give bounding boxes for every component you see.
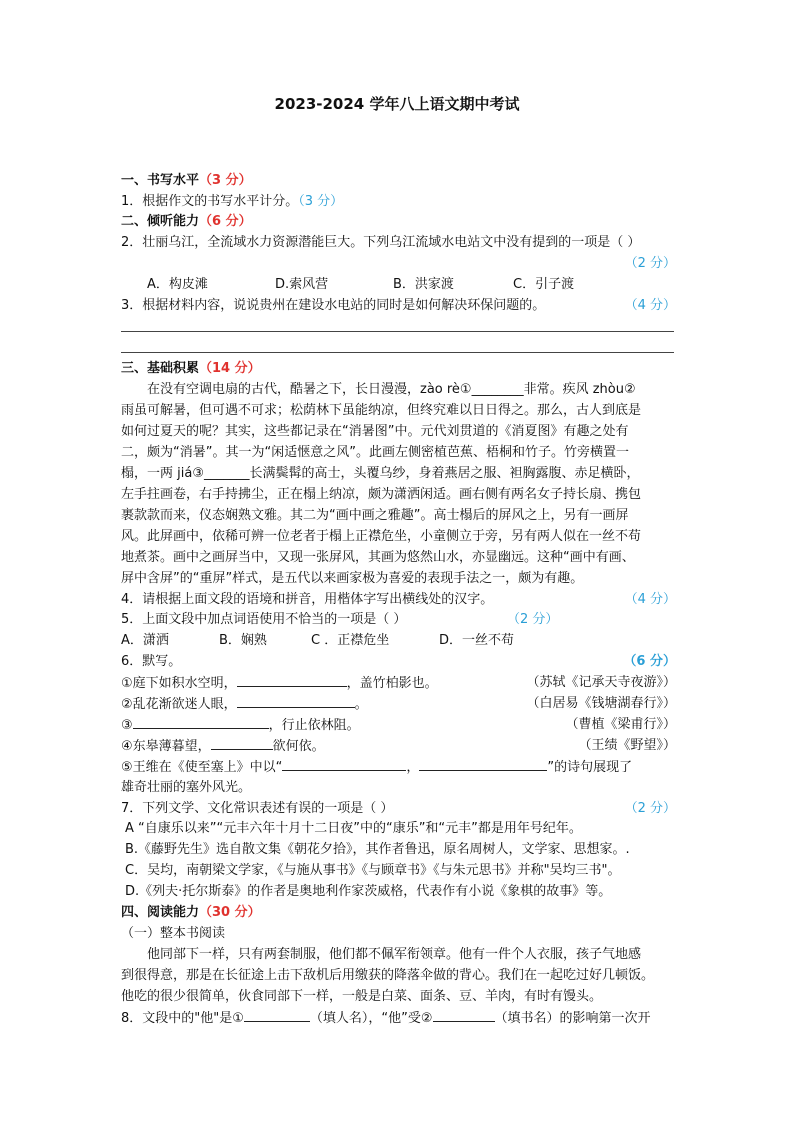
option-c[interactable]: C．吴均，南朝梁文学家，《与施从事书》《与顾章书》《与朱元思书》并称"吴均三书"。 (125, 863, 621, 878)
option-c[interactable]: C．引子渡 (513, 277, 575, 292)
option-a[interactable]: A．构皮滩 (147, 277, 208, 292)
fill-blank[interactable] (237, 672, 347, 687)
exam-page: 2023-2024 学年八上语文期中考试 一、书写水平（3 分） 1．根据作文的书写水平计分。（3 分） 二、倾听能力（6 分） 2．壮丽乌江，全流域水力资源潜能巨大。下列乌江流域水电站文中没有提到的一项是（ ） （2 分） A．构皮滩 D.索风营 B．洪家渡 C．引子渡 3．根据材料内容，说说贵州在建设水电站的同时是如何解决环保问题的。 （4 分） 三、基础积累（14 分） 在没有空调电扇的古代，酷暑之下，长日漫漫，zào rè①________非常。疾风 zhòu② 雨虽可解暑，但可遇不可求；松荫林下虽能纳凉，但终究难以日日得之。那么，古人到底是 如何过夏天的呢？其实，这些都记录在“消暑图”中。元代刘贯道的《消夏图》有趣之处有 二，颇为“消暑”。其一为“闲适惬意之风”。此画左侧密植芭蕉、梧桐和竹子。竹旁横置一 榻，一两 jiá③_______长满鬓髯的高士，头覆乌纱，身着燕居之服、袒胸露腹、赤足横卧， 左手拄画卷，右手持拂尘，正在榻上纳凉，颇为潇洒闲适。画右侧有两名女子持长扇、携包 裹款款而来，仪态娴熟文雅。其二为“画中画之雅趣”。高士榻后的屏风之上，另有一画屏 风。此屏画中，依稀可辨一位老者于榻上正襟危坐，小童侧立于旁，另有两人似在一丝不苟 地煮茶。画中之画屏当中，又现一张屏风，其画为悠然山水，亦显幽远。这种“画中有画、 屏中含屏”的“重屏”样式，是五代以来画家极为喜爱的表现手法之一，颇为有趣。 4．请根据上面文段的语境和拼音，用楷体字写出横线处的汉字。 （4 分） 5．上面文段中加点词语使用不恰当的一项是（ ） （2 分） A．潇洒 B．娴熟 C ．正襟危坐 D．一丝不苟 6．默写。 （6 分） ①庭下如积水空明， ，盖竹柏影也。 （苏轼《记承天寺夜游》） ②乱花渐欲迷人眼， 。 （白居易《钱塘湖春行》） ③ ，行止依林阻。 （曹植《梁甫行》） ④东皋薄暮望， 欲何依。 （王绩《野望》） ⑤王维在《使至塞上》中以“ ， ”的诗句展现了 雄奇壮丽的塞外风光。 7．下列文学、文化常识表述有误的一项是（ ） （2 分） A “自康乐以来”“元丰六年十月十二日夜”中的“康乐”和“元丰”都是用年号纪年。 B.《藤野先生》选自散文集《朝花夕拾》，其作者鲁迅，原名周树人，文学家、思想家。. C．吴均，南朝梁文学家，《与施从事书》《与顾章书》《与朱元思书》并称"吴均三书"。 D.《列夫·托尔斯泰》的作者是奥地利作家茨威格，代表作有小说《象棋的故事》等。 四、阅读能力（30 分） （一）整本书阅读 他同部下一样，只有两套制服，他们都不佩军衔领章。他有一件个人衣服，孩子气地感 到很得意，那是在长征途上击下敌机后用缴获的降落伞做的背心。我们在一起吃过好几顿饭。 他吃的很少很简单，伙食同部下一样，一般是白菜、面条、豆、羊肉，有时有馒头。 8．文段中的"他"是① （填人名），“他”受② （填书名）的影响第一次开 (0, 0, 794, 1123)
question-4: 4．请根据上面文段的语境和拼音，用楷体字写出横线处的汉字。 （4 分） (121, 592, 676, 607)
section-2-heading: 二、倾听能力（6 分） (121, 214, 252, 229)
question-3: 3．根据材料内容，说说贵州在建设水电站的同时是如何解决环保问题的。 （4 分） (121, 298, 676, 313)
option-a[interactable]: A．潇洒 (121, 633, 169, 648)
passage-line: 屏中含屏”的“重屏”样式，是五代以来画家极为喜爱的表现手法之一，颇为有趣。 (121, 571, 584, 586)
recite-item-2: ②乱花渐欲迷人眼， 。 （白居易《钱塘湖春行》） (121, 693, 676, 715)
option-c[interactable]: C ．正襟危坐 (311, 633, 390, 648)
passage-line: 地煮茶。画中之画屏当中，又现一张屏风，其画为悠然山水，亦显幽远。这种“画中有画、 (121, 550, 635, 565)
option-d[interactable]: D.索风营 (275, 277, 329, 292)
fill-blank[interactable] (244, 1007, 310, 1022)
answer-line-2[interactable] (121, 352, 674, 353)
fill-blank[interactable] (433, 1007, 495, 1022)
section-4-heading: 四、阅读能力（30 分） (121, 905, 261, 920)
recite-item-3: ③ ，行止依林阻。 （曹植《梁甫行》） (121, 714, 676, 736)
passage-line: 风。此屏画中，依稀可辨一位老者于榻上正襟危坐，小童侧立于旁，另有两人似在一丝不苟 (121, 529, 642, 544)
passage-line: 如何过夏天的呢？其实，这些都记录在“消暑图”中。元代刘贯道的《消夏图》有趣之处有 (121, 424, 629, 439)
passage2-line: 他同部下一样，只有两套制服，他们都不佩军衔领章。他有一件个人衣服，孩子气地感 (147, 947, 642, 962)
recite-item-1: ①庭下如积水空明， ，盖竹柏影也。 （苏轼《记承天寺夜游》） (121, 672, 676, 694)
fill-blank[interactable] (282, 756, 406, 771)
page-title: 2023-2024 学年八上语文期中考试 (274, 95, 520, 113)
fill-blank[interactable] (419, 756, 547, 771)
fill-blank[interactable] (211, 735, 273, 750)
option-b[interactable]: B.《藤野先生》选自散文集《朝花夕拾》，其作者鲁迅，原名周树人，文学家、思想家。. (125, 842, 630, 857)
question-7: 7．下列文学、文化常识表述有误的一项是（ ） （2 分） (121, 801, 676, 816)
question-6: 6．默写。 （6 分） (121, 654, 676, 669)
passage2-line: 他吃的很少很简单，伙食同部下一样，一般是白菜、面条、豆、羊肉，有时有馒头。 (121, 989, 603, 1004)
recite-item-5: ⑤王维在《使至塞上》中以“ ， ”的诗句展现了 (121, 756, 676, 778)
passage-line: 榻，一两 jiá③_______长满鬓髯的高士，头覆乌纱，身着燕居之服、袒胸露腹、赤足横卧， (121, 466, 640, 481)
passage-line: 在没有空调电扇的古代，酷暑之下，长日漫漫，zào rè①________非常。疾风 zhòu② (147, 382, 636, 397)
option-b[interactable]: B．洪家渡 (393, 277, 454, 292)
answer-line-1[interactable] (121, 331, 674, 332)
question-8: 8．文段中的"他"是① （填人名），“他”受② （填书名）的影响第一次开 (121, 1007, 676, 1029)
question-2: 2．壮丽乌江，全流域水力资源潜能巨大。下列乌江流域水电站文中没有提到的一项是（ ） (121, 235, 641, 250)
option-a[interactable]: A “自康乐以来”“元丰六年十月十二日夜”中的“康乐”和“元丰”都是用年号纪年。 (125, 821, 582, 836)
passage-line: 雨虽可解暑，但可遇不可求；松荫林下虽能纳凉，但终究难以日日得之。那么，古人到底是 (121, 403, 642, 418)
question-5: 5．上面文段中加点词语使用不恰当的一项是（ ） （2 分） (121, 612, 559, 627)
passage-line: 二，颇为“消暑”。其一为“闲适惬意之风”。此画左侧密植芭蕉、梧桐和竹子。竹旁横置一 (121, 445, 629, 460)
subsection-heading: （一）整本书阅读 (121, 926, 226, 941)
fill-blank[interactable] (133, 714, 269, 729)
section-3-heading: 三、基础积累（14 分） (121, 361, 261, 376)
option-d[interactable]: D.《列夫·托尔斯泰》的作者是奥地利作家茨威格，代表作有小说《象棋的故事》等。 (125, 884, 612, 899)
option-b[interactable]: B．娴熟 (219, 633, 267, 648)
recite-item-5-cont: 雄奇壮丽的塞外风光。 (121, 780, 252, 795)
passage2-line: 到很得意，那是在长征途上击下敌机后用缴获的降落伞做的背心。我们在一起吃过好几顿饭。 (121, 968, 655, 983)
passage-line: 左手拄画卷，右手持拂尘，正在榻上纳凉，颇为潇洒闲适。画右侧有两名女子持长扇、携包 (121, 487, 642, 502)
passage-line: 裹款款而来，仪态娴熟文雅。其二为“画中画之雅趣”。高士榻后的屏风之上，另有一画屏 (121, 508, 629, 523)
question-1: 1．根据作文的书写水平计分。（3 分） (121, 194, 344, 209)
section-1-heading: 一、书写水平（3 分） (121, 173, 252, 188)
recite-item-4: ④东皋薄暮望， 欲何依。 （王绩《野望》） (121, 735, 676, 757)
option-d[interactable]: D．一丝不苟 (439, 633, 515, 648)
fill-blank[interactable] (237, 693, 355, 708)
